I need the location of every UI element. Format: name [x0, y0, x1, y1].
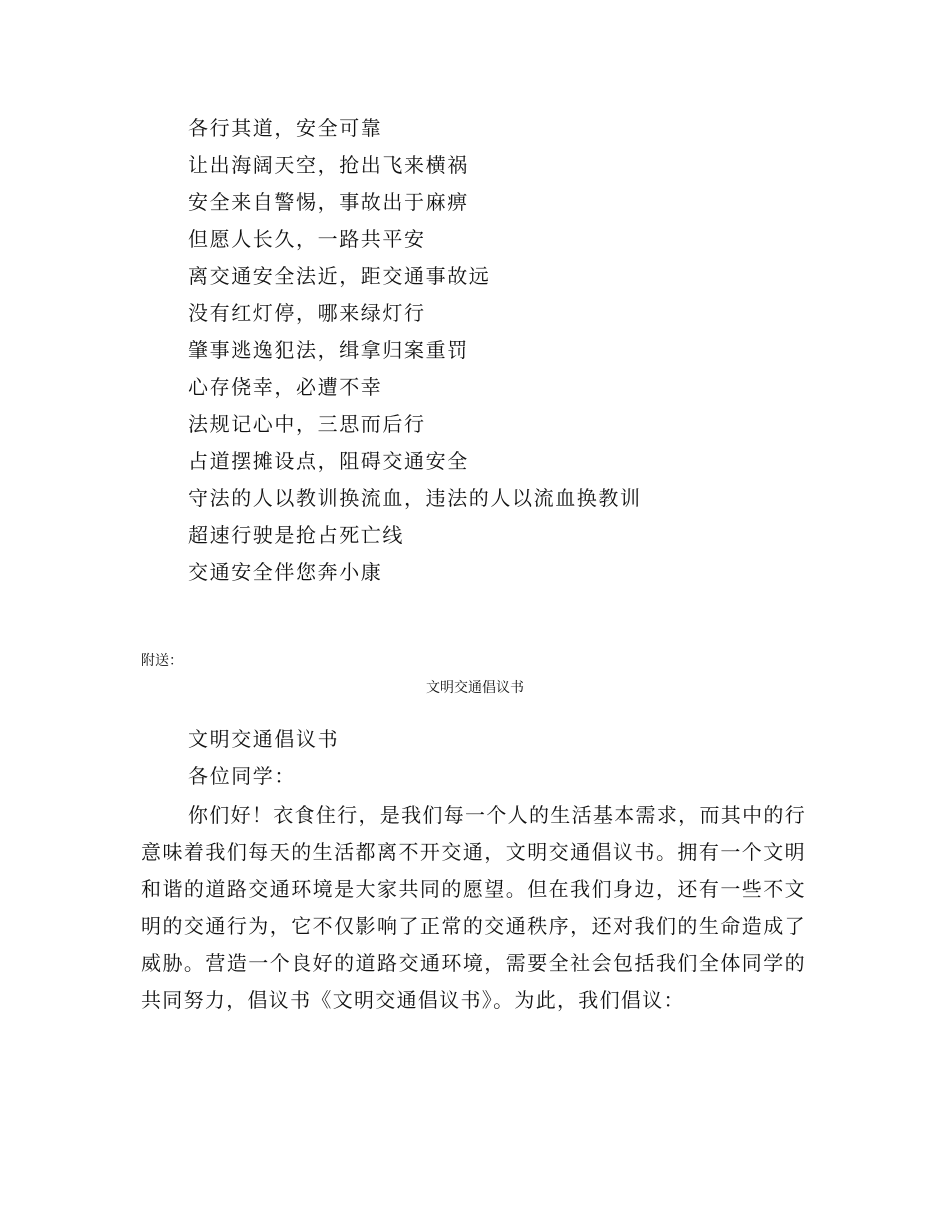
slogan-line: 没有红灯停，哪来绿灯行	[188, 301, 426, 325]
slogan-line: 占道摆摊设点，阻碍交通安全	[188, 449, 469, 473]
slogan-list	[188, 110, 642, 591]
letter-salutation: 各位同学：	[188, 764, 296, 788]
slogan-line: 安全来自警惕，事故出于麻痹	[188, 190, 469, 214]
slogan-line: 离交通安全法近，距交通事故远	[188, 264, 491, 288]
slogan-line: 交通安全伴您奔小康	[188, 560, 383, 584]
appendix-title: 文明交通倡议书	[426, 680, 524, 696]
letter-paragraph: 你们好！衣食住行，是我们每一个人的生活基本需求，而其中的行意味着我们每天的生活都离不开交通，文明交通倡议书。拥有一个文明和谐的道路交通环境是大家共同的愿望。但在我们身边，还有一些不文明的交通行为，它不仅影响了正常的交通秩序，还对我们的生命造成了威胁。营造一个良好的道路交通环境，需要全社会包括我们全体同学的共同努力，倡议书《文明交通倡议书》。为此，我们倡议：	[141, 803, 806, 1012]
slogan-line: 但愿人长久，一路共平安	[188, 227, 426, 251]
slogan-line: 各行其道，安全可靠	[188, 116, 383, 140]
slogan-line: 让出海阔天空，抢出飞来横祸	[188, 153, 469, 177]
slogan-line: 超速行驶是抢占死亡线	[188, 523, 404, 547]
slogan-line: 法规记心中，三思而后行	[188, 412, 426, 436]
letter-heading: 文明交通倡议书	[188, 727, 340, 751]
slogan-line: 守法的人以教训换流血，违法的人以流血换教训	[188, 486, 642, 510]
slogan-line: 肇事逃逸犯法，缉拿归案重罚	[188, 338, 469, 362]
appendix-label: 附送：	[141, 653, 183, 669]
slogan-line: 心存侥幸，必遭不幸	[188, 375, 383, 399]
